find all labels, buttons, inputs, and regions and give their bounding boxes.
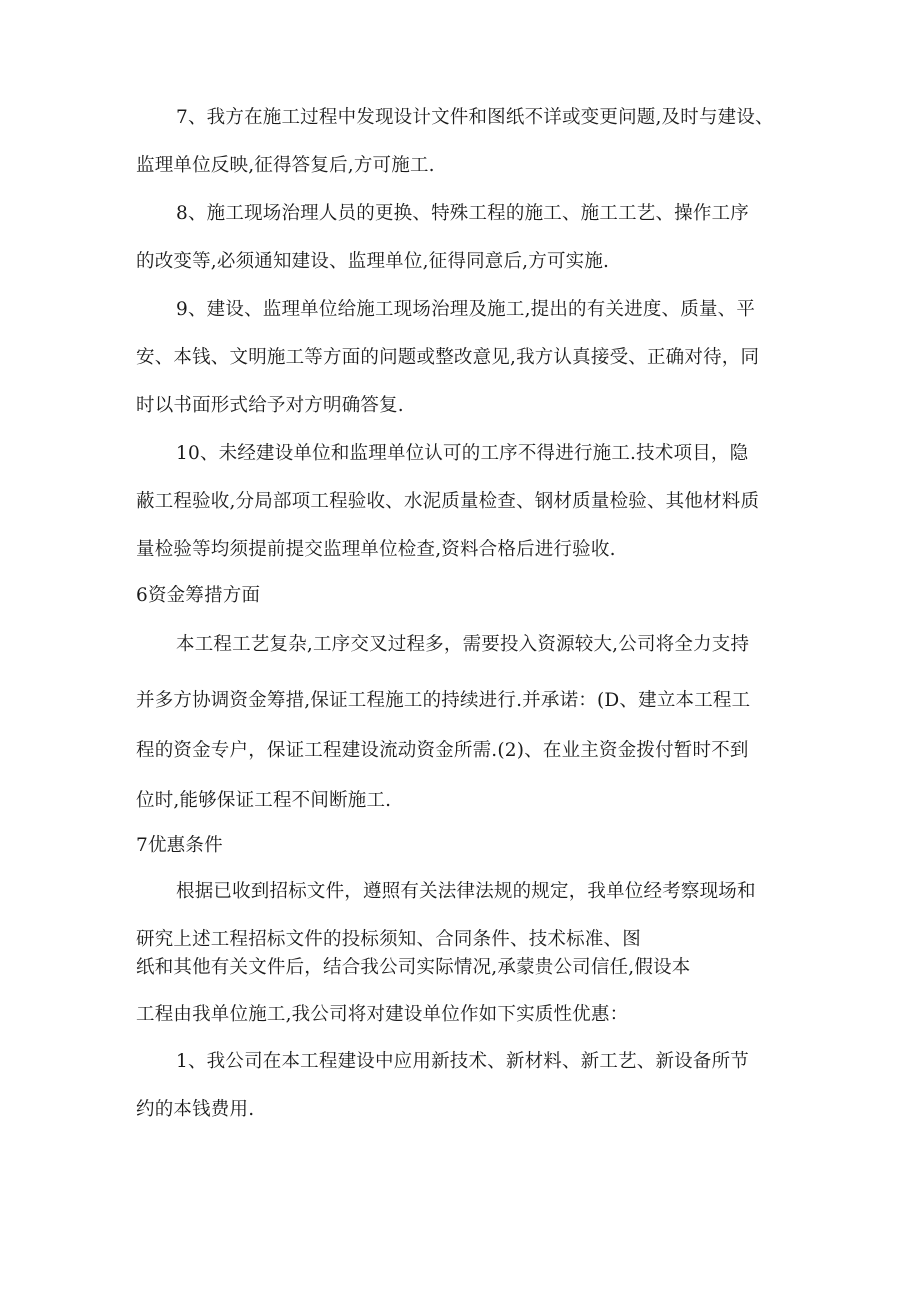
paragraph-line: 10、未经建设单位和监理单位认可的工序不得进行施工.技术项目，隐 (176, 443, 749, 464)
paragraph-line: 位时,能够保证工程不间断施工. (136, 790, 392, 811)
paragraph-line: 监理单位反映,征得答复后,方可施工. (136, 155, 435, 176)
paragraph-line: 根据已收到招标文件，遵照有关法律法规的规定，我单位经考察现场和 (176, 881, 756, 902)
paragraph-line: 纸和其他有关文件后，结合我公司实际情况,承蒙贵公司信任,假设本 (136, 957, 691, 978)
section-heading: 6资金筹措方面 (136, 585, 261, 606)
paragraph-line: 约的本钱费用. (136, 1099, 255, 1120)
paragraph-line: 蔽工程验收,分局部项工程验收、水泥质量检查、钢材质量检验、其他材料质 (136, 491, 760, 512)
paragraph-line: 量检验等均须提前提交监理单位检查,资料合格后进行验收. (136, 539, 616, 560)
paragraph-line: 7、我方在施工过程中发现设计文件和图纸不详或变更问题,及时与建设、 (176, 107, 774, 128)
paragraph-line: 时以书面形式给予对方明确答复. (136, 395, 404, 416)
paragraph-line: 安、本钱、文明施工等方面的问题或整改意见,我方认真接受、正确对待，同 (136, 347, 760, 368)
paragraph-line: 并多方协调资金筹措,保证工程施工的持续进行.并承诺：(D、建立本工程工 (136, 690, 751, 711)
paragraph-line: 8、施工现场治理人员的更换、特殊工程的施工、施工工艺、操作工序 (176, 203, 749, 224)
paragraph-line: 的改变等,必须通知建设、监理单位,征得同意后,方可实施. (136, 251, 610, 272)
paragraph-line: 9、建设、监理单位给施工现场治理及施工,提出的有关进度、质量、平 (176, 299, 756, 320)
paragraph-line: 工程由我单位施工,我公司将对建设单位作如下实质性优惠： (136, 1004, 629, 1025)
paragraph-line: 1、我公司在本工程建设中应用新技术、新材料、新工艺、新设备所节 (176, 1051, 749, 1072)
paragraph-line: 程的资金专户，保证工程建设流动资金所需.(2)、在业主资金拨付暂时不到 (136, 740, 749, 761)
paragraph-line: 研究上述工程招标文件的投标须知、合同条件、技术标准、图 (136, 929, 641, 950)
paragraph-line: 本工程工艺复杂,工序交叉过程多，需要投入资源较大,公司将全力支持 (176, 634, 750, 655)
section-heading: 7优惠条件 (136, 835, 223, 856)
